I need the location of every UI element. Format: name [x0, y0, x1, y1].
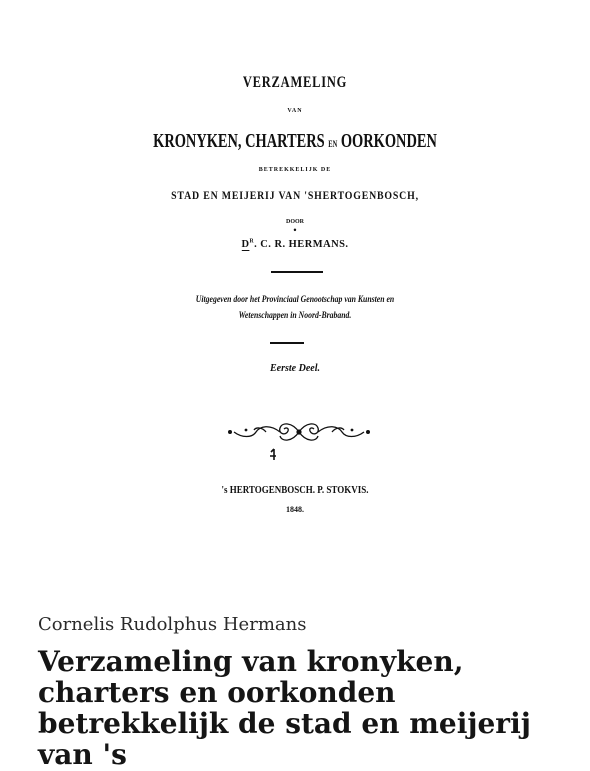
cover-publisher-line-1: Uitgegeven door het Provinciaal Genootschap van Kunsten en [195, 294, 395, 304]
book-title[interactable]: Verzameling van kronyken, charters en oorkonden betrekkelijk de stad en meijerij van 's [38, 645, 531, 771]
cover-title-van: VAN [287, 108, 303, 114]
cover-divider-2 [270, 342, 304, 344]
cover-author-name: . C. R. HERMANS. [254, 238, 349, 250]
cover-place-printer: 's HERTOGENBOSCH. P. STOKVIS. [221, 485, 369, 496]
cover-stad: STAD EN MEIJERIJ VAN 'SHERTOGENBOSCH, [171, 188, 419, 202]
cover-dot: • [293, 225, 297, 235]
cover-volume: Eerste Deel. [270, 363, 320, 374]
cover-title-main: VERZAMELING [242, 74, 348, 91]
book-author[interactable]: Cornelis Rudolphus Hermans [38, 614, 307, 635]
cover-year: 1848. [286, 505, 304, 514]
cover-author [15, 238, 576, 250]
cover-divider-1 [271, 271, 323, 273]
cover-betrekkelijk: BETREKKELIJK DE [258, 167, 332, 173]
cover-door: DOOR [286, 219, 304, 225]
cover-author-prefix: D [241, 238, 250, 250]
cover-subtitle-start: KRONYKEN, CHARTERS [153, 130, 325, 152]
cover-publisher-line-2: Wetenschappen in Noord-Braband. [238, 310, 352, 320]
printer-mark-icon [268, 448, 278, 462]
cover-subtitle [83, 130, 508, 153]
cover-subtitle-en: EN [328, 139, 338, 149]
cover-author-prefix-sup: R [249, 238, 255, 245]
cover-subtitle-end: OORKONDEN [340, 130, 437, 152]
ornament-icon [226, 418, 372, 446]
